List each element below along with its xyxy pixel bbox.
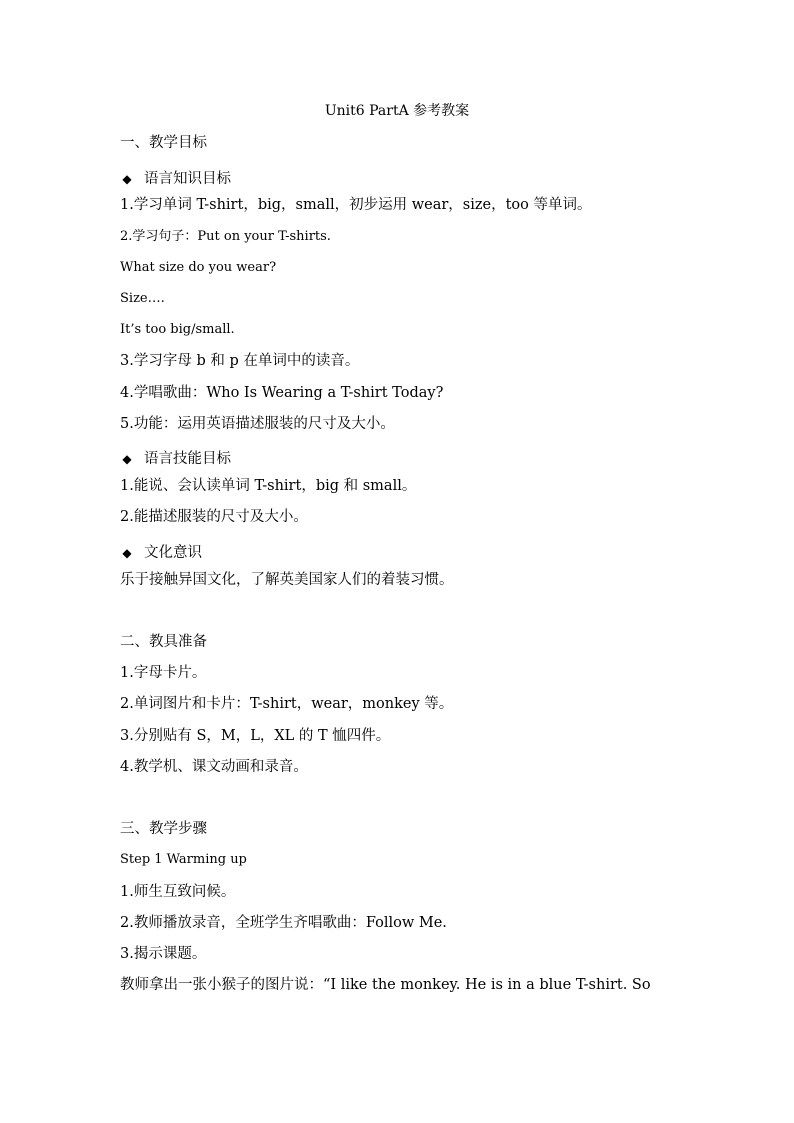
body-line: What size do you wear? bbox=[120, 259, 277, 275]
body-line: 2.能描述服装的尺寸及大小。 bbox=[120, 509, 308, 526]
body-line: 4.教学机、课文动画和录音。 bbox=[120, 758, 308, 775]
body-line: 乐于接触异国文化，了解英美国家人们的着装习惯。 bbox=[120, 571, 454, 588]
section-heading-procedures: 三、教学步骤 bbox=[120, 821, 207, 838]
section-heading-materials: 二、教具准备 bbox=[120, 634, 207, 650]
body-line: 1.字母卡片。 bbox=[120, 665, 207, 682]
diamond-bullet-icon: ◆ bbox=[122, 171, 132, 186]
body-line: 1.学习单词 T-shirt，big，small，初步运用 wear，size，too 等单词。 bbox=[120, 197, 592, 214]
body-line: It’s too big/small. bbox=[120, 322, 235, 338]
bullet-language-knowledge bbox=[120, 163, 690, 194]
body-line: 5.功能：运用英语描述服装的尺寸及大小。 bbox=[120, 415, 395, 432]
bullet-label: 语言知识目标 bbox=[144, 170, 231, 187]
bullet-label: 语言技能目标 bbox=[144, 451, 231, 468]
body-line: 3.揭示课题。 bbox=[120, 945, 207, 962]
section-heading-objectives: 一、教学目标 bbox=[120, 135, 207, 151]
blank-line bbox=[120, 600, 690, 631]
diamond-bullet-icon: ◆ bbox=[122, 452, 132, 467]
bullet-language-skills bbox=[120, 444, 690, 475]
body-line: Step 1 Warming up bbox=[120, 852, 247, 868]
body-line: 2.学习句子：Put on your T-shirts. bbox=[120, 228, 331, 244]
document-body bbox=[120, 132, 690, 1005]
diamond-bullet-icon: ◆ bbox=[122, 546, 132, 561]
bullet-cultural-awareness bbox=[120, 537, 690, 568]
body-line: 4.学唱歌曲：Who Is Wearing a T-shirt Today? bbox=[120, 384, 444, 401]
body-line: Size…. bbox=[120, 290, 165, 306]
body-line: 3.分别贴有 S，M，L，XL 的 T 恤四件。 bbox=[120, 727, 391, 744]
body-line: 1.能说、会认读单词 T-shirt，big 和 small。 bbox=[120, 478, 417, 495]
body-line: 教师拿出一张小猴子的图片说：“I like the monkey. He is in a blue T-shirt. So bbox=[120, 977, 651, 994]
body-line: 3.学习字母 b 和 p 在单词中的读音。 bbox=[120, 353, 360, 370]
blank-line bbox=[120, 787, 690, 818]
bullet-label: 文化意识 bbox=[144, 545, 202, 562]
body-line: 2.教师播放录音，全班学生齐唱歌曲：Follow Me. bbox=[120, 914, 447, 931]
body-line: 1.师生互致问候。 bbox=[120, 883, 236, 900]
document-title: Unit6 PartA 参考教案 bbox=[324, 103, 470, 119]
body-line: 2.单词图片和卡片：T-shirt，wear，monkey 等。 bbox=[120, 696, 454, 713]
